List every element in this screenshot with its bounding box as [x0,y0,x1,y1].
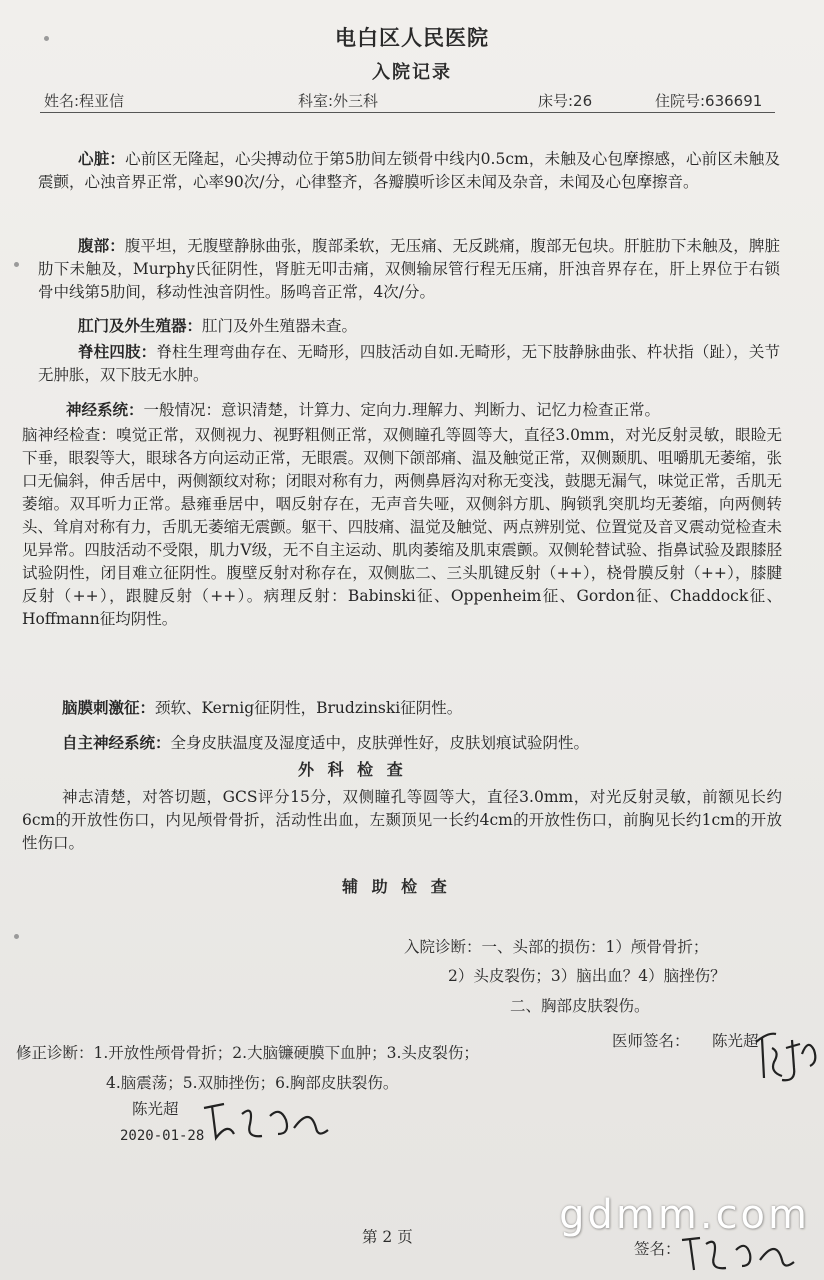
abdomen-text: 腹平坦，无腹壁静脉曲张，腹部柔软，无压痛、无反跳痛，腹部无包块。肝脏肋下未触及，脾脏肋下未触及，Murphy氏征阴性，肾脏无叩击痛，双侧输尿管行程无压痛，肝浊音界存在，肝上界位于右锁骨中线第5肋间，移动性浊音阴性。肠鸣音正常，4次/分。 [38,237,780,301]
anus-label: 肛门及外生殖器： [78,316,203,335]
meningeal-label: 脑膜刺激征： [62,698,156,717]
site-watermark: gdmm.com [559,1192,810,1238]
page-number: 第 2 页 [362,1228,413,1246]
abdomen-paragraph [38,234,780,304]
punch-hole [14,262,19,267]
anus-text: 肛门及外生殖器未查。 [202,317,358,335]
auxiliary-exam-heading: 辅 助 检 查 [342,877,451,896]
revised-diagnosis-line1: 修正诊断：1.开放性颅骨骨折；2.大脑镰硬膜下血肿；3.头皮裂伤； [16,1044,479,1062]
document-title: 入院记录 [372,62,452,83]
spine-paragraph [38,340,780,387]
surgical-exam-text: 神志清楚，对答切题，GCS评分15分，双侧瞳孔等圆等大，直径3.0mm，对光反射灵敏，前额见长约6cm的开放性伤口，内见颅骨骨折，活动性出血，左颞顶见一长约4cm的开放性伤口，前胸见长约1cm的开放性伤口。 [22,788,782,852]
department: 科室:外三科 [298,92,379,110]
admission-diagnosis-line2: 2）头皮裂伤；3）脑出血？4）脑挫伤？ [448,967,726,985]
patient-name: 姓名:程亚信 [44,92,125,110]
heart-label: 心脏： [78,149,126,168]
neuro-paragraph [38,398,780,422]
admission-diagnosis-line3: 二、胸部皮肤裂伤。 [510,997,650,1015]
header-divider [40,112,775,113]
admission-diagnosis-line1: 入院诊断：一、头部的损伤：1）颅骨骨折； [404,938,709,956]
anus-paragraph [38,314,780,338]
revised-diagnosis-signer: 陈光超 [132,1100,179,1118]
autonomic-paragraph [38,731,780,755]
meningeal-paragraph [38,696,780,720]
revised-diagnosis-date: 2020-01-28 [120,1128,205,1144]
punch-hole [14,934,19,939]
surgical-exam-heading: 外 科 检 查 [298,760,407,779]
doctor-handwritten-signature [752,1018,820,1090]
neuro-text: 一般情况：意识清楚，计算力、定向力.理解力、判断力、记忆力检查正常。 [143,401,660,419]
cranial-nerve-paragraph: 脑神经检查：嗅觉正常，双侧视力、视野粗侧正常，双侧瞳孔等圆等大，直径3.0mm，对光反射灵敏，眼睑无下垂，眼裂等大，眼球各方向运动正常，无眼震。双侧下颌部痛、温及触觉正常，双侧颞肌、咀嚼肌无萎缩，张口无偏斜，伸舌居中，两侧额纹对称；闭眼对称有力，两侧鼻唇沟对称无变浅，鼓腮无漏气，味觉正常，舌肌无萎缩。双耳听力正常。悬雍垂居中，咽反射存在，无声音失哑，双侧斜方肌、胸锁乳突肌均无萎缩，向两侧转头、耸肩对称有力，舌肌无萎缩无震颤。躯干、四肢痛、温觉及触觉、两点辨别觉、位置觉及音叉震动觉检查未见异常。四肢活动不受限，肌力Ⅴ级，无不自主运动、肌肉萎缩及肌束震颤。双侧轮替试验、指鼻试验及跟膝胫试验阴性，闭目难立征阴性。腹壁反射对称存在，双侧肱二、三头肌键反射（++），桡骨膜反射（++），膝腱反射（++），跟腱反射（++）。病理反射：Babinski征、Oppenheim征、Gordon征、Chaddock征、Hoffmann征均阴性。 [22,426,782,628]
meningeal-text: 颈软、Kernig征阴性，Brudzinski征阴性。 [155,699,463,717]
autonomic-text: 全身皮肤温度及湿度适中，皮肤弹性好，皮肤划痕试验阴性。 [170,734,590,752]
revised-handwritten-signature [198,1094,332,1146]
bed-number: 床号:26 [538,92,593,110]
heart-text: 心前区无隆起，心尖搏动位于第5肋间左锁骨中线内0.5cm，未触及心包摩擦感，心前区未触及震颤，心浊音界正常，心率90次/分，心律整齐，各瓣膜听诊区未闻及杂音，未闻及心包摩擦音。 [38,150,780,191]
admission-number: 住院号:636691 [655,92,763,110]
doctor-signature-label: 医师签名： [612,1032,690,1050]
autonomic-label: 自主神经系统： [62,733,171,752]
footer-signature-label: 签名： [634,1240,681,1258]
spine-text: 脊柱生理弯曲存在、无畸形，四肢活动自如.无畸形，无下肢静脉曲张、杵状指（趾），关节无肿胀，双下肢无水肿。 [38,343,780,384]
abdomen-label: 腹部： [78,236,125,255]
spine-label: 脊柱四肢： [78,342,157,361]
hospital-name: 电白区人民医院 [335,25,489,50]
revised-diagnosis-line2: 4.脑震荡；5.双肺挫伤；6.胸部皮肤裂伤。 [106,1074,399,1092]
neuro-label: 神经系统： [66,400,144,419]
heart-paragraph [38,147,780,194]
doctor-signature-name: 陈光超 [712,1032,759,1050]
